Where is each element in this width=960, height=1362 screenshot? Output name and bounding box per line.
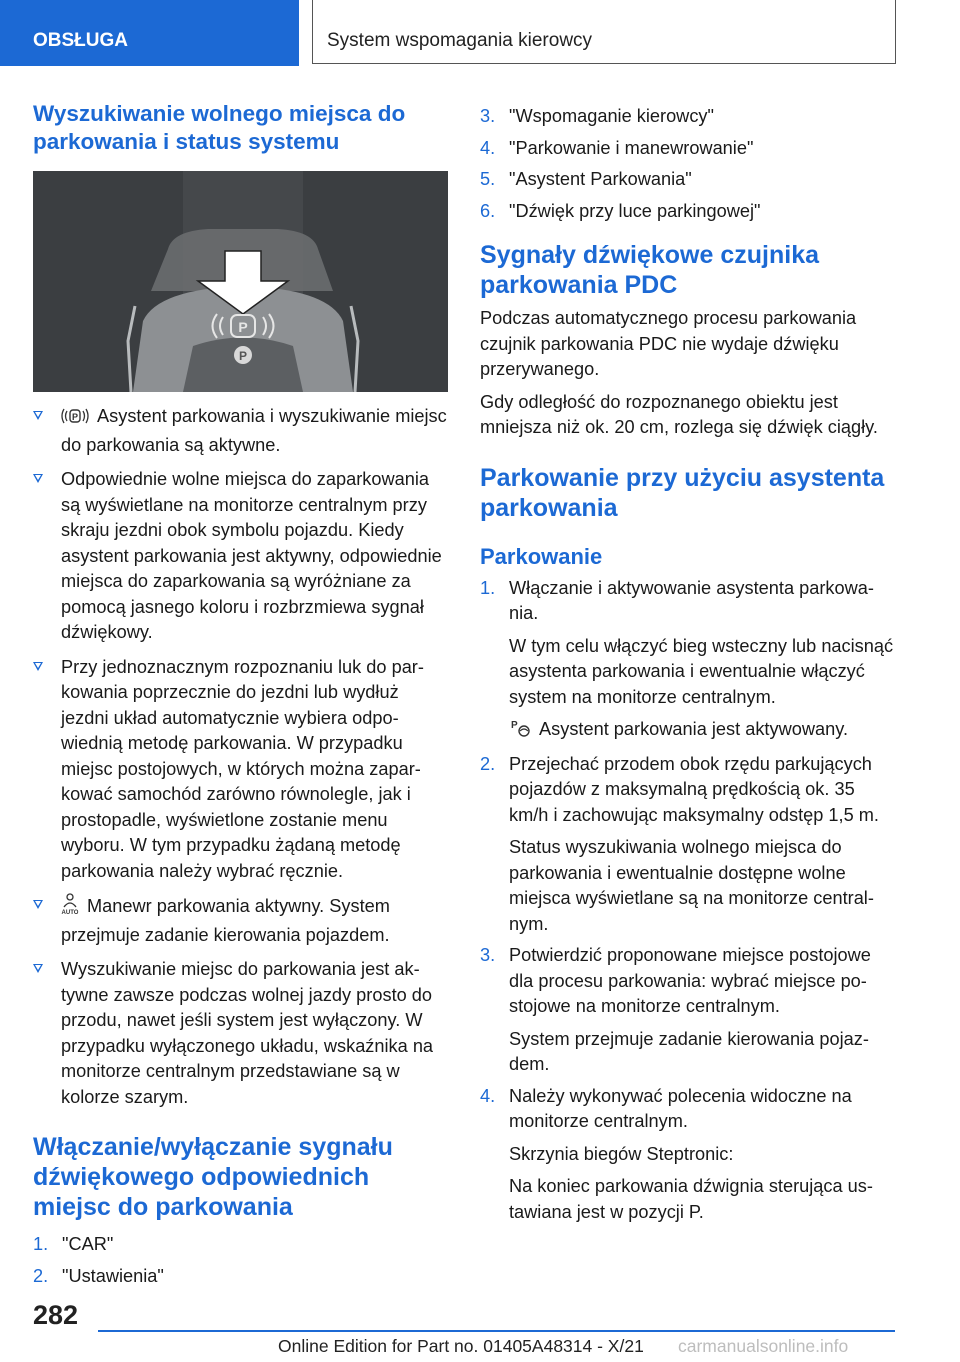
edition-note: Online Edition for Part no. 01405A48314 - X/21	[278, 1336, 644, 1356]
settings-path-list-left	[33, 1232, 448, 1289]
list-item: Przy jednoznacznym rozpoznaniu luk do parkowania poprzecznie do jezdni lub wydłuż jezdni układ automatycznie wybiera odpowiednią metodę parkowania. W przypadku miejsc postojowych, w których można zaparkować samochód zarówno równolegle, jak i prostopadle, wyświetlone zostanie menu wyboru. W tym przypadku żądaną metodę parkowania należy wybrać ręcznie.	[33, 655, 448, 885]
triangle-bullet-icon	[33, 411, 43, 420]
page-number: 282	[33, 1300, 79, 1330]
list-item: 6. "Dźwięk przy luce parkingowej"	[480, 200, 761, 221]
svg-text:P: P	[511, 720, 518, 731]
triangle-bullet-icon	[33, 474, 43, 483]
svg-text:P: P	[71, 412, 79, 422]
triangle-bullet-icon	[33, 964, 43, 973]
parking-steps-list	[480, 576, 894, 1226]
pdc-paragraph-2: Gdy odległość do rozpoznanego obiektu jest mniejsza niż ok. 20 cm, rozlega się dźwięk ciągły.	[480, 391, 878, 437]
page-header	[0, 0, 960, 66]
heading-parking: Parkowanie	[480, 543, 603, 569]
car-parking-graphic	[33, 171, 448, 392]
list-item: 4. "Parkowanie i manewrowanie"	[480, 137, 754, 158]
svg-text:P: P	[238, 319, 248, 335]
triangle-bullet-icon	[33, 662, 43, 671]
watermark: carmanualsonline.info	[678, 1336, 849, 1356]
list-item: 5. "Asystent Parkowania"	[480, 169, 692, 189]
list-item: 2. Przejechać przodem obok rzędu parkujących pojazdów z maksymalną prędkością ok. 35 km/h i zachowując maksymalny odstęp 1,5 m. Status wyszukiwania wolnego miejsca do parkowania i ewentualnie dostępne wolne miejsca wyświetlane są na monitorze centralnym.	[480, 753, 879, 934]
footer-divider	[98, 1330, 895, 1332]
list-item: 3. "Wspomaganie kierowcy"	[480, 106, 714, 126]
heading-sound-toggle: Włączanie/wyłączanie sygnału dźwiękowego odpowiednich miejsc do parkowania	[33, 1133, 393, 1221]
heading-pdc: Sygnały dźwiękowe czujnika parkowania PDC	[480, 241, 820, 299]
heading-assist-parking: Parkowanie przy użyciu asystenta parkowania	[480, 463, 885, 522]
triangle-bullet-icon	[33, 900, 43, 909]
list-item: P Asystent parkowania i wyszukiwanie miejsc do parkowania są aktywne.	[33, 404, 448, 458]
parking-sound-icon	[61, 407, 89, 433]
list-item: AUTO Manewr parkowania aktywny. System przejmuje zadanie kierowania pojazdem.	[33, 893, 448, 948]
left-column	[33, 100, 448, 1295]
svg-text:P: P	[238, 349, 248, 363]
settings-path-list-right	[480, 104, 894, 224]
list-item: 4. Należy wykonywać polecenia widoczne na monitorze centralnym. Skrzynia biegów Steptronic: Na koniec parkowania dźwignia sterująca ustawiana jest w pozycji P.	[480, 1085, 873, 1222]
section-label: OBSŁUGA	[0, 0, 299, 66]
list-item: Odpowiednie wolne miejsca do zaparkowania są wyświetlane na monitorze centralnym przy skraju jezdni obok symbolu pojazdu. Kiedy asystent parkowania jest aktywny, odpowiednie miejsca do zaparkowania są wyróżniane za pomocą jasnego koloru i rozbrzmiewa sygnał dźwiękowy.	[33, 467, 448, 646]
parking-auto-icon	[61, 893, 79, 923]
right-column	[480, 104, 894, 1231]
chapter-title: System wspomagania kierowcy	[312, 0, 896, 64]
parking-display-illustration	[33, 171, 448, 392]
list-item: 3. Potwierdzić proponowane miejsce postojowe dla procesu parkowania: wybrać miejsce postojowe na monitorze centralnym. System przejmuje zadanie kierowania pojazdem.	[480, 945, 871, 1074]
heading-parking-search: Wyszukiwanie wolnego miejsca do parkowania i status systemu	[33, 101, 406, 154]
status-bullet-list	[33, 404, 448, 1110]
list-item: 2. "Ustawienia"	[33, 1265, 164, 1286]
svg-text:AUTO: AUTO	[61, 910, 79, 915]
list-item: Wyszukiwanie miejsc do parkowania jest aktywne zawsze podczas wolnej jazdy prosto do przodu, nawet jeśli system jest wyłączony. W przypadku wyłączonego układu, wskaźnika na monitorze centralnym przedstawiane są w kolorze szarym.	[33, 957, 448, 1110]
pdc-paragraph-1: Podczas automatycznego procesu parkowania czujnik parkowania PDC nie wydaje dźwięku przerywanego.	[480, 308, 857, 379]
list-item: 1. "CAR"	[33, 1234, 114, 1254]
parking-assistant-icon	[509, 718, 531, 746]
list-item: 1. Włączanie i aktywowanie asystenta parkowania. W tym celu włączyć bieg wsteczny lub nacisnąć asystenta parkowania i ewentualnie włączyć system na monitorze centralnym. P Asystent parkowania jest aktywowany.	[480, 576, 894, 746]
